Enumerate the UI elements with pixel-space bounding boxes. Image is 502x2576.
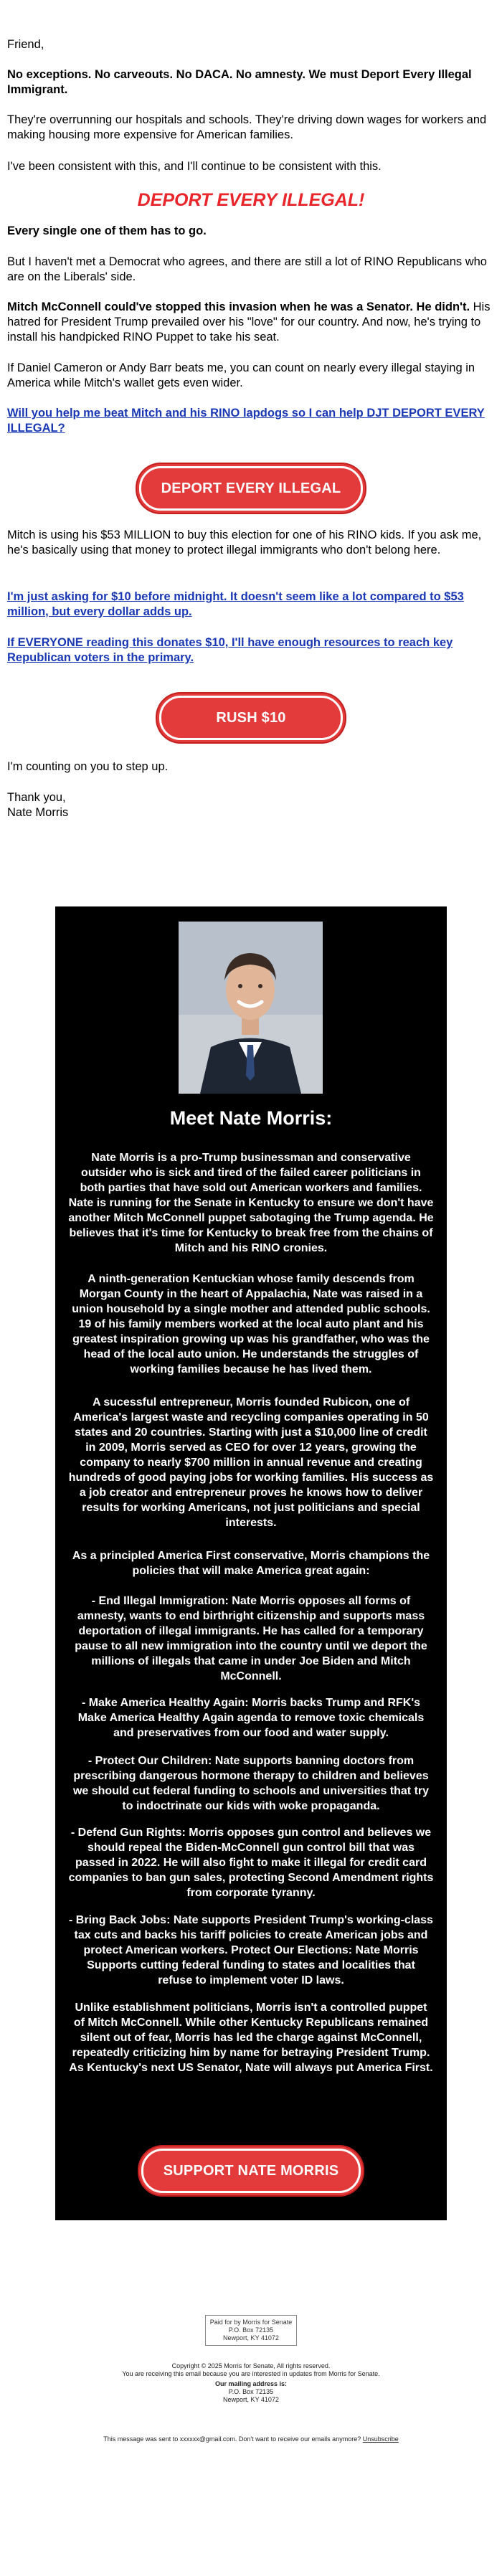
bio-paragraph-2: A ninth-generation Kentuckian whose family descends from Morgan County in the heart of Appalachia, Nate was raised in a union household by a single mother and attended public schools. 19 of his family members worked at the local auto plant and his greatest inspiration growing up was his grandfather, who was the head of the local auto union. He understands the struggles of working families because he has lived them. xyxy=(72,1273,430,1375)
support-nate-morris-button[interactable]: SUPPORT NATE MORRIS xyxy=(141,2149,361,2193)
bio-bullet-children: - Protect Our Children: Nate supports banning doctors from prescribing dangerous hormone therapy to children and believes we should cut federal funding to schools and universities that try to indoctrinate our kids with woke propaganda. xyxy=(72,1755,430,1812)
paragraph-53-million: Mitch is using his $53 MILLION to buy this election for one of his RINO kids. If you ask me, he's basically using that money to protect illegal immigrants who don't belong here. xyxy=(7,529,482,557)
footer-sent-to-text: This message was sent to xxxxxx@gmail.com. Don't want to receive our emails anymore? xyxy=(103,2435,361,2443)
link-10-before-midnight-wrap xyxy=(7,589,495,620)
bio-paragraph-3: A sucessful entrepreneur, Morris founded Rubicon, one of America's largest waste and recycling companies operating in 50 states and 20 countries. Starting with just a $10,000 line of credit in 2009, Morris served as CEO for over 12 years, growing the company to nearly $700 million in annual revenue and creating hundreds of good paying jobs for working families. His success as a job creator and entrepreneur proves he knows how to deliver results for working Americans, not just politicians and special interests. xyxy=(68,1396,434,1529)
rush-10-button[interactable]: RUSH $10 xyxy=(159,696,343,740)
link-10-before-midnight[interactable]: I'm just asking for $10 before midnight. It doesn't seem like a lot compared to $53 million, but every dollar adds up. xyxy=(7,590,464,618)
deport-every-illegal-button[interactable]: DEPORT EVERY ILLEGAL xyxy=(139,466,364,511)
footer-copyright: Copyright © 2025 Morris for Senate, All rights reserved. xyxy=(171,2362,331,2369)
footer-receiving: You are receiving this email because you are interested in updates from Morris for Senate. xyxy=(122,2370,380,2377)
footer-legal xyxy=(0,2362,502,2404)
bio-section xyxy=(55,906,447,2220)
candidate-portrait-graphic xyxy=(179,922,323,1094)
paragraph-counting: I'm counting on you to step up. xyxy=(7,760,169,773)
bio-bullet-healthy: - Make America Healthy Again: Morris backs Trump and RFK's Make America Healthy Again agenda to remove toxic chemicals and preservatives from our food and water supply. xyxy=(77,1697,425,1739)
cta-deport-wrap xyxy=(7,466,495,511)
link-beat-mitch-wrap xyxy=(7,406,495,436)
bio-bullet-jobs: - Bring Back Jobs: Nate supports President Trump's working-class tax cuts and backs his tariff policies to create American jobs and protect American workers. Protect Our Elections: Nate Morris Supports cutting federal funding to states and localities that refuse to implement voter ID laws. xyxy=(69,1914,433,1987)
link-everyone-donates[interactable]: If EVERYONE reading this donates $10, I'll have enough resources to reach key Republican voters in the primary. xyxy=(7,636,453,664)
opening-statement: No exceptions. No carveouts. No DACA. No amnesty. We must Deport Every Illegal Immigrant. xyxy=(7,68,472,96)
candidate-photo xyxy=(179,922,323,1094)
signoff-name: Nate Morris xyxy=(7,806,69,819)
paragraph-mcconnell xyxy=(7,300,495,345)
footer-mailing-line-1: P.O. Box 72135 xyxy=(228,2388,274,2395)
paragraph-overrunning: They're overrunning our hospitals and schools. They're driving down wages for workers and making housing more expensive for American families. xyxy=(7,113,487,141)
link-everyone-donates-wrap xyxy=(7,635,495,666)
signoff-thanks: Thank you, xyxy=(7,791,66,804)
mcconnell-rest-text: His hatred for President Trump prevailed over his "love" for our country. And now, he's trying to install his handpicked RINO Puppet to take his seat. xyxy=(7,300,491,344)
paid-for-line-1: Paid for by Morris for Senate xyxy=(209,2319,293,2326)
footer-mailing-label: Our mailing address is: xyxy=(214,2380,288,2387)
greeting: Friend, xyxy=(7,38,44,51)
paragraph-democrat: But I haven't met a Democrat who agrees, and there are still a lot of RINO Republicans who are on the Liberals' side. xyxy=(7,255,487,283)
paid-for-disclaimer xyxy=(0,2315,502,2346)
paragraph-consistent: I've been consistent with this, and I'll continue to be consistent with this. xyxy=(7,160,382,173)
footer-sent-to xyxy=(0,2435,502,2443)
mcconnell-bold-text: Mitch McConnell could've stopped this invasion when he was a Senator. He didn't. xyxy=(7,300,470,313)
paragraph-cameron-barr: If Daniel Cameron or Andy Barr beats me, you can count on nearly every illegal staying in America while Mitch's wallet gets even wider. xyxy=(7,361,475,389)
bio-paragraph-4: As a principled America First conservative, Morris champions the policies that will make America great again: xyxy=(72,1550,430,1577)
bio-paragraph-unlike: Unlike establishment politicians, Morris isn't a controlled puppet of Mitch McConnell. While other Kentucky Republicans remained silent out of fear, Morris has led the charge against McConnell, repeatedly criticizing him by name for betraying President Trump. As Kentucky's next US Senator, Nate will always put America First. xyxy=(69,2002,433,2074)
link-beat-mitch[interactable]: Will you help me beat Mitch and his RINO lapdogs so I can help DJT DEPORT EVERY ILLEGAL? xyxy=(7,407,485,435)
paid-for-line-3: Newport, KY 41072 xyxy=(223,2334,279,2341)
paid-for-line-2: P.O. Box 72135 xyxy=(228,2326,274,2334)
bio-cta-wrap xyxy=(55,2149,447,2193)
paid-for-box xyxy=(205,2315,298,2346)
headline-deport: DEPORT EVERY ILLEGAL! xyxy=(137,190,365,210)
paragraph-every-single: Every single one of them has to go. xyxy=(7,224,207,237)
footer-mailing-line-2: Newport, KY 41072 xyxy=(223,2396,279,2403)
bio-bullet-guns: - Defend Gun Rights: Morris opposes gun control and believes we should repeal the Biden-McConnell gun control bill that was passed in 2022. He will also fight to make it illegal for credit card companies to ban gun sales, protecting Second Amendment rights from corporate tyranny. xyxy=(68,1827,434,1899)
bio-paragraph-1: Nate Morris is a pro-Trump businessman and conservative outsider who is sick and tired of the failed career politicians in both parties that have sold out American workers and families. Nate is running for the Senate in Kentucky to ensure we don't have another Mitch McConnell puppet sabotaging the Trump agenda. He believes that it's time for Kentucky to break free from the chains of Mitch and his RINO cronies. xyxy=(68,1152,434,1254)
cta-rush-wrap xyxy=(7,696,495,740)
bio-bullet-immigration: - End Illegal Immigration: Nate Morris opposes all forms of amnesty, wants to end birthright citizenship and supports mass deportation of illegal immigrants. He has called for a temporary pause to all new immigration into the country until we deport the millions of illegals that came in under Joe Biden and Mitch McConnell. xyxy=(75,1595,427,1682)
unsubscribe-link[interactable]: Unsubscribe xyxy=(362,2435,399,2443)
bio-title: Meet Nate Morris: xyxy=(169,1107,333,1129)
